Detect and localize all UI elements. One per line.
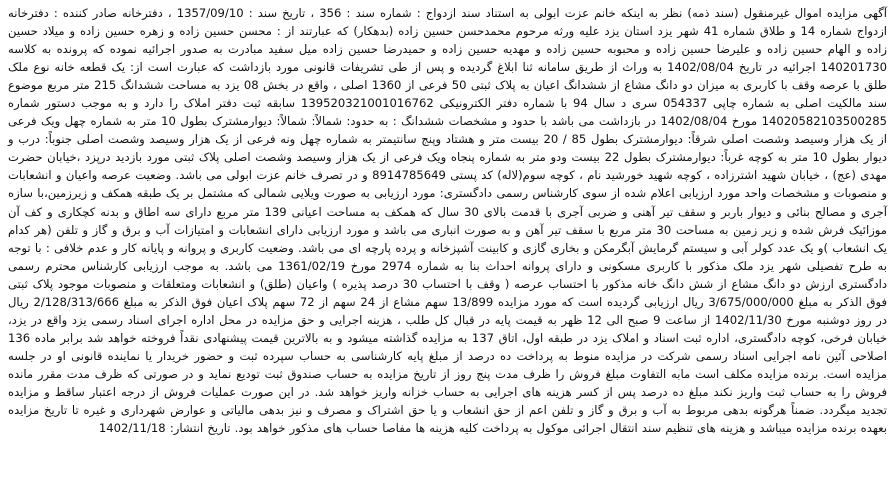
auction-notice-text: آگهی مزایده اموال غیرمنقول (سند ذمه) نظر به اینکه خانم عزت ابولی به استناد سند ازدواج : شماره سند : 356 ، تاریخ سند : 1357/09/10 ، دفترخانه صادر کننده : دفترخانه ازدواج شماره 14 و طلاق شماره 41 شهر یزد استان یزد علیه ورثه مرحوم محمدحسن حسین زاده (بدهکار) که عبارتند از : محسن حسین زاده و زهره حسین زاده و میلاد حسین زاده و الهام حسین زاده و علیرضا حسین زاده و محبوبه حسین زاده و مهدیه حسین زاده و حمیدرضا حسین زاده میل سفید مبادرت به صدور اجرائیه نموده که پرونده به کلاسه 140201730 اجرائیه در تاریخ 1402/08/04 به وراث از طریق سامانه ثنا ابلاغ گردیده و پس از طی تشریفات قانونی مورد بازداشت که عبارت است از: یک قطعه خانه نوع ملک طلق با عرصه وقف با کاربری به میزان دو دانگ مشاع از ششدانگ اعیان به پلاک ثبتی 50 فرعی از 1360 اصلی ، واقع در بخش 08 یزد به مساحت ششدانگ 215 متر مربع موضوع سند مالکیت اصلی به شماره چاپی 054337 سری د سال 94 با شماره دفتر الکترونیکی 139520321001016762 سابقه ثبت دفتر املاک را دارد و به موجب دستور شماره 14020582103500285 مورخ 1402/08/04 در بازداشت می باشد با حدود و مشخصات ششدانگ : به حدود: شمالاً: شمالاً: دیوارمشترک بطول 10 متر به شماره چهل ویک فرعی از یک هزار وسیصد وشصت اصلی شرقاً: دیوارمشترک بطول 85 / 20 بیست متر و هشتاد وپنج سانتیمتر به شماره چهل ونه فرعی از یک هزار وسیصد وشصت اصلی جنوباً: درب و دیوار بطول 10 متر به کوچه غرباً: دیوارمشترک بطول 22 بیست ودو متر به شماره پنجاه ویک فرعی از یک هزار وسیصد وشصت اصلی پلاک ثبتی مورد بازدید درپزد ،خیابان حضرت مهدی (عج) ، خیابان شهید اشترزاده ، کوچه شهید خورشید نام ، کوچه سوم(لاله) کد پستی 8914785649 و در تصرف خانم عزت ابولی می باشد. وضعیت عرصه واعیان و انشعابات و منصوبات و مشخصات واحد مورد ارزیابی اعلام شده از سوی کارشناس رسمی دادگستری: مورد ارزیابی به صورت ویلایی شمالی که مشتمل بر یک طبقه همکف و زیرزمین،با سازه آجری و مصالح بنائی و دیوار باربر و سقف تیر آهنی و ضربی آجری با قدمت بالای 30 سال که همکف به مساحت اعیانی 139 متر مربع دارای سه اطاق و بدنه کچکاری و کف آن موزائیک فرش شده و زیر زمین به مساحت 30 متر مربع با سقف تیر آهن و به صورت انباری می باشد و مورد ارزیابی دارای انشعابات و امتیازات آب و برق و گاز و تلفن (هر کدام یک انشعاب )و یک عدد کولر آبی و سیستم گرمایش آبگرمکن و بخاری گازی و کابینت آشپزخانه و پرده پارچه ای می باشد. وضعیت کاربری و پروانه و پایانه کار و عدم خلافی : با توجه به طرح تفصیلی شهر یزد ملک مذکور با کاربری مسکونی و دارای پروانه احداث بنا به شماره 2974 مورخ 1361/02/19 می باشد. به موجب ارزیابی کارشناس محترم رسمی دادگستری ارزش دو دانگ مشاع از شش دانگ خانه مذکور با احتساب عرصه ( وقف با احتساب 30 درصد پذیره ) واعیان (طلق) و انشعابات ومتعلقات و منصوبات موجود پلاک ثبتی فوق الذکر به مبلغ 3/675/000/000 ریال ارزیابی گردیده است که مورد مزایده 13/899 سهم مشاع از 24 سهم از 72 سهم پلاک اعیان فوق الذکر به مبلغ 2/128/313/666 ریال در روز دوشنبه مورخ 1402/11/30 از ساعت 9 صبح الی 12 ظهر به قیمت پایه در قبال کل طلب ، هزینه اجرایی و حق مزایده در محل اداره اجرای اسناد رسمی یزد واقع در یزد، خیابان فرخی، کوچه دادگستری، اداره ثبت اسناد و املاک یزد در طبقه اول، اتاق 137 به مزایده گذاشته میشود و به بالاترین قیمت پیشنهادی نقداً فروخته خواهد شد برابر ماده 136 اصلاحی آئین نامه اجرایی اسناد رسمی شرکت در مزایده منوط به پرداخت ده درصد از مبلغ پایه کارشناسی به حساب سپرده ثبت و حضور خریدار یا نماینده قانونی او در جلسه مزایده است. برنده مزایده مکلف است مابه التفاوت مبلغ فروش را ظرف مدت پنج روز از تاریخ مزایده به حساب صندوق ثبت تودیع نماید و در صورتی که ظرف مدت مقرر مانده فروش را به حساب ثبت واریز نکند مبلغ ده درصد پس از کسر هزینه های اجرایی به حساب خزانه واریز خواهد شد. در این صورت عملیات فروش از درجه اعتبار ساقط و مزایده تجدید میگردد. ضمناً هرگونه بدهی مربوط به آب و برق و گاز و تلفن اعم از حق انشعاب و یا حق اشتراک و مصرف و نیز بدهی مالیاتی و عوارض شهرداری و غیره تا تاریخ مزایده بعهده برنده مزایده میباشد و هزینه های تنظیم سند انتقال اجرائی موکول به پرداخت کلیه هزینه ها مفاصا حساب های مذکور خواهد بود. تاریخ انتشار: 1402/11/18 xyxy=(8,6,888,436)
